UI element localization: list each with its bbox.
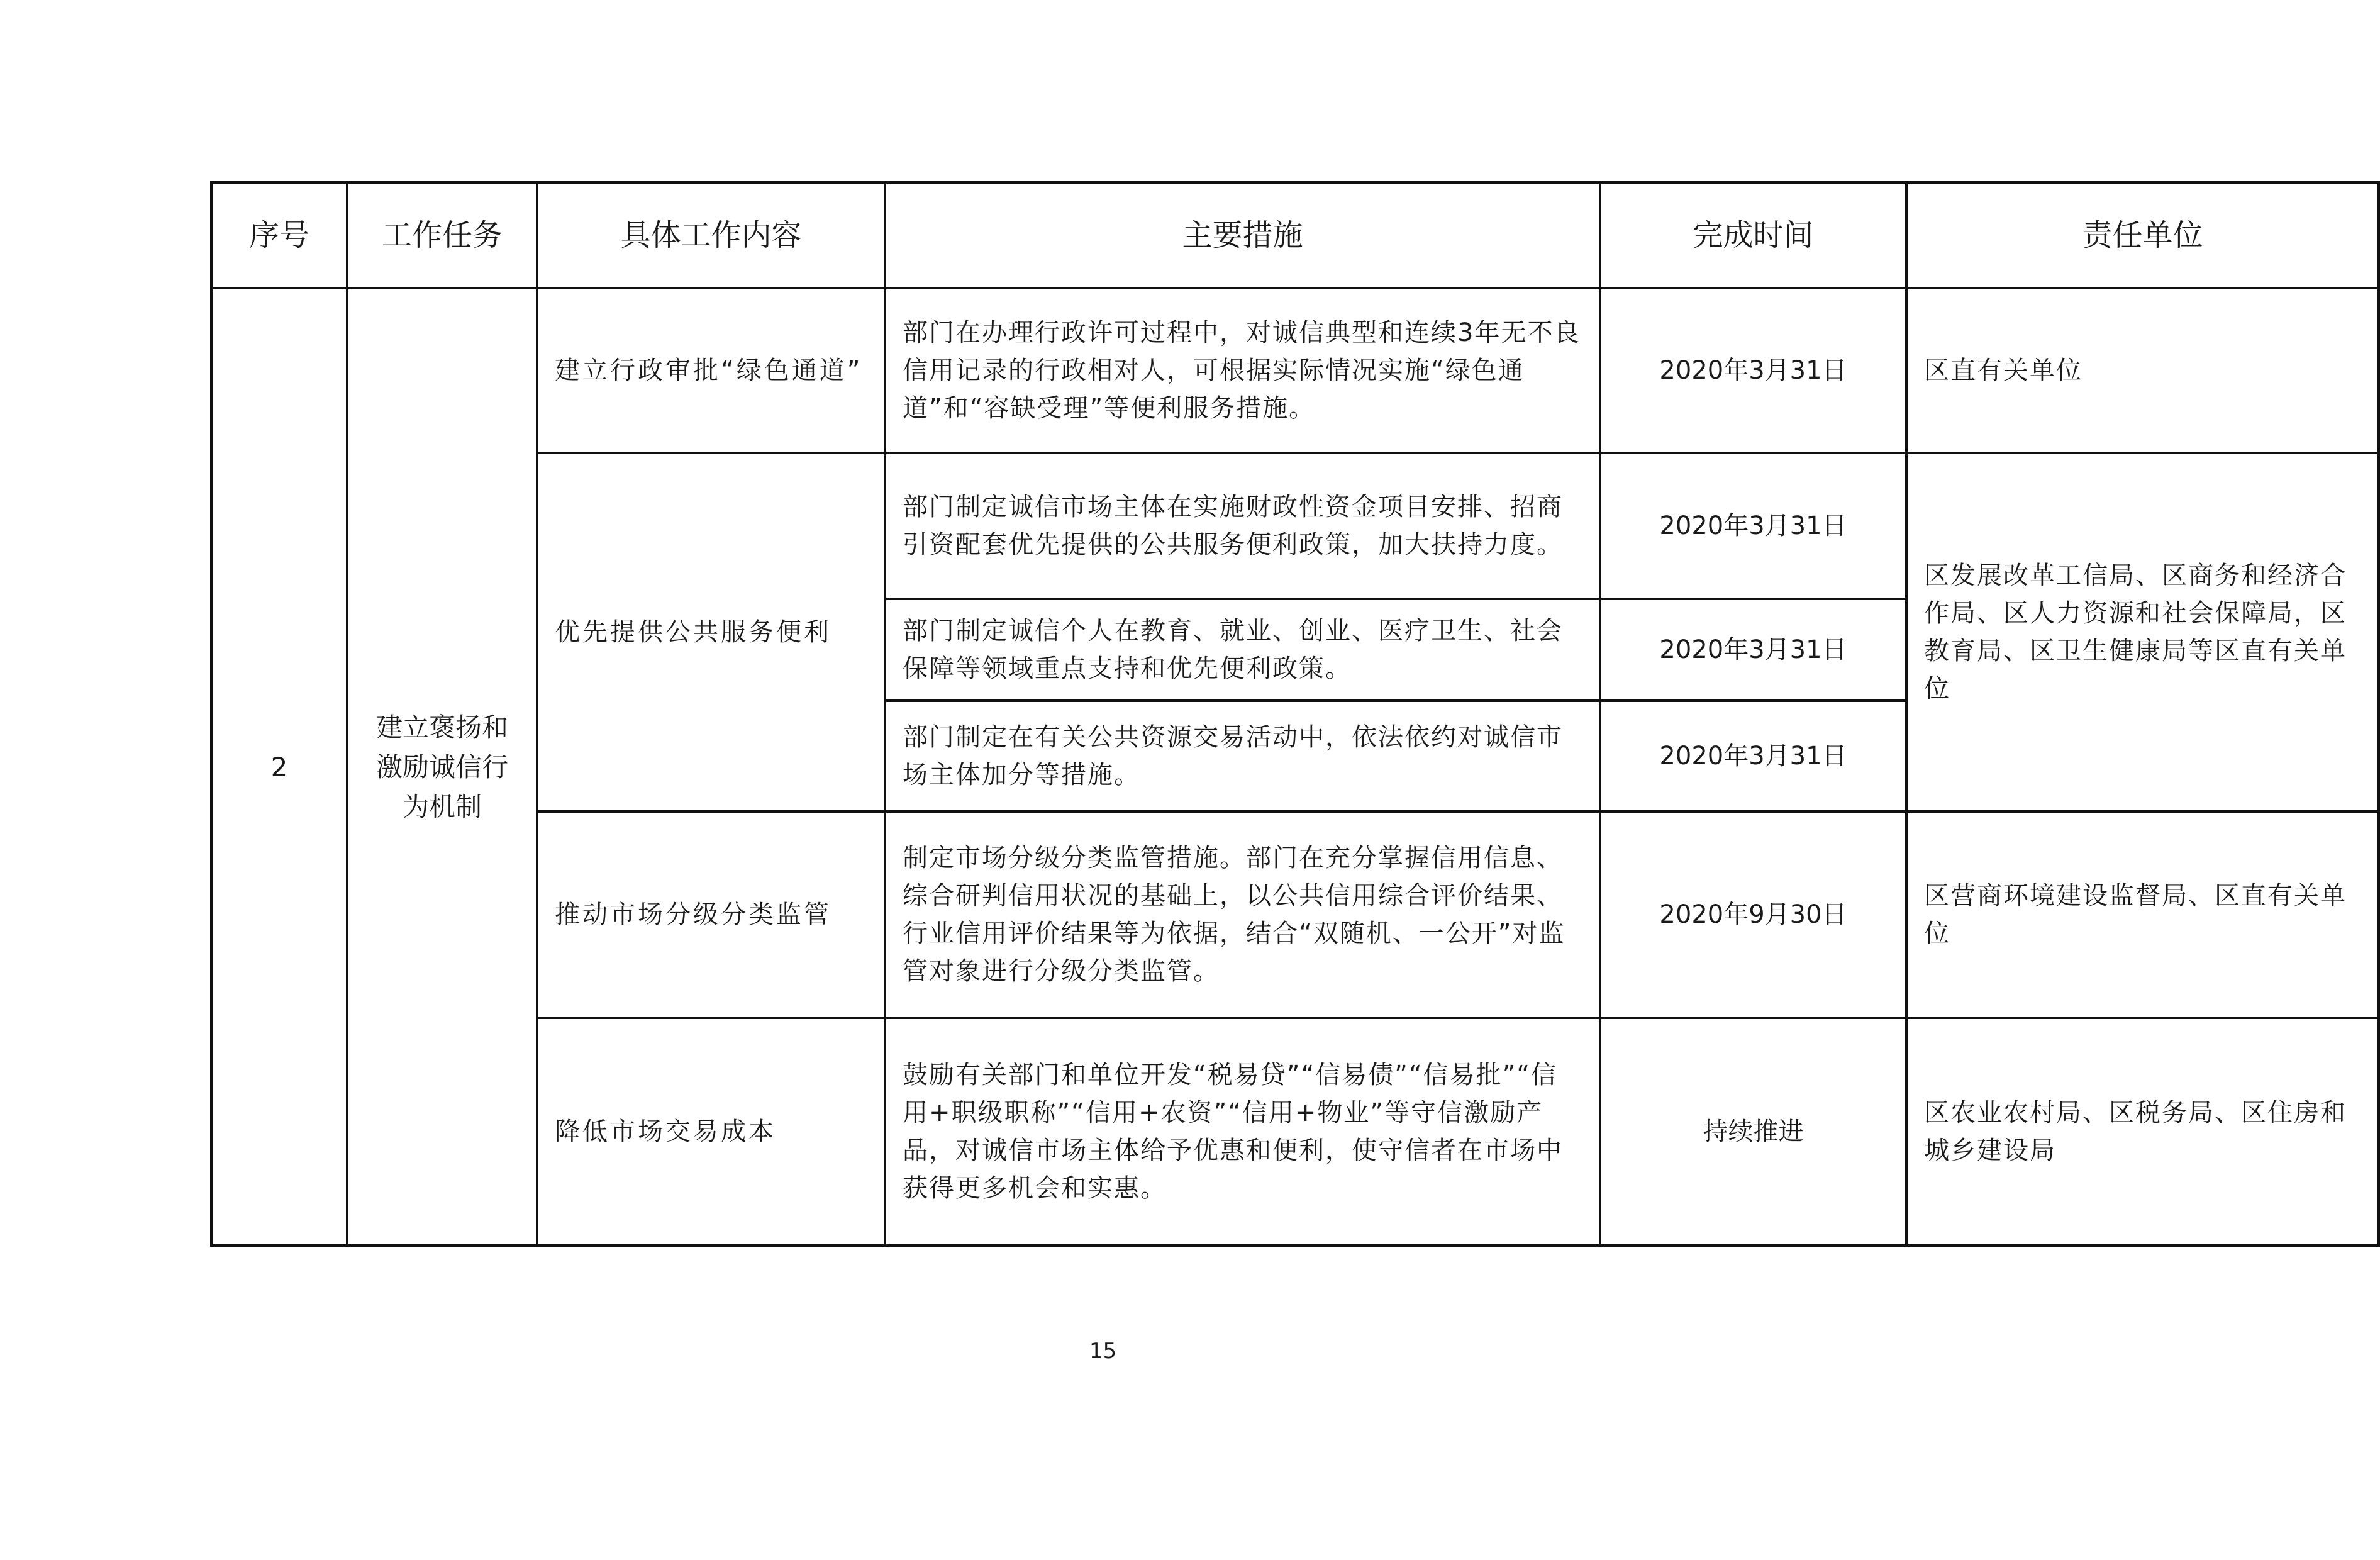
table-header-row bbox=[211, 182, 2379, 288]
measure-cell: 部门制定诚信个人在教育、就业、创业、医疗卫生、社会保障等领域重点支持和优先便利政策。 bbox=[885, 599, 1600, 701]
unit-cell: 区农业农村局、区税务局、区住房和城乡建设局 bbox=[1906, 1018, 2379, 1245]
header-seq: 序号 bbox=[211, 182, 347, 288]
time-cell: 2020年9月30日 bbox=[1600, 811, 1906, 1018]
time-cell: 2020年3月31日 bbox=[1600, 453, 1906, 599]
seq-cell: 2 bbox=[211, 288, 347, 1245]
task-cell: 建立褒扬和激励诚信行为机制 bbox=[347, 288, 537, 1245]
unit-cell: 区发展改革工信局、区商务和经济合作局、区人力资源和社会保障局，区教育局、区卫生健康局等区直有关单位 bbox=[1906, 453, 2379, 811]
page-number: 15 bbox=[1089, 1339, 1117, 1364]
header-task: 工作任务 bbox=[347, 182, 537, 288]
measure-cell: 部门制定诚信市场主体在实施财政性资金项目安排、招商引资配套优先提供的公共服务便利政策，加大扶持力度。 bbox=[885, 453, 1600, 599]
time-cell: 2020年3月31日 bbox=[1600, 701, 1906, 811]
content-cell: 推动市场分级分类监管 bbox=[537, 811, 885, 1018]
header-unit: 责任单位 bbox=[1906, 182, 2379, 288]
time-cell: 2020年3月31日 bbox=[1600, 599, 1906, 701]
unit-cell: 区营商环境建设监督局、区直有关单位 bbox=[1906, 811, 2379, 1018]
header-content: 具体工作内容 bbox=[537, 182, 885, 288]
time-cell: 持续推进 bbox=[1600, 1018, 1906, 1245]
measure-cell: 鼓励有关部门和单位开发“税易贷”“信易债”“信易批”“信用+职级职称”“信用+农资”“信用+物业”等守信激励产品，对诚信市场主体给予优惠和便利，使守信者在市场中获得更多机会和实惠。 bbox=[885, 1018, 1600, 1245]
time-cell: 2020年3月31日 bbox=[1600, 288, 1906, 453]
content-cell: 建立行政审批“绿色通道” bbox=[537, 288, 885, 453]
content-cell: 降低市场交易成本 bbox=[537, 1018, 885, 1245]
header-time: 完成时间 bbox=[1600, 182, 1906, 288]
work-task-table bbox=[210, 181, 2380, 1247]
content-cell: 优先提供公共服务便利 bbox=[537, 453, 885, 811]
measure-cell: 制定市场分级分类监管措施。部门在充分掌握信用信息、综合研判信用状况的基础上，以公共信用综合评价结果、行业信用评价结果等为依据，结合“双随机、一公开”对监管对象进行分级分类监管。 bbox=[885, 811, 1600, 1018]
measure-cell: 部门制定在有关公共资源交易活动中，依法依约对诚信市场主体加分等措施。 bbox=[885, 701, 1600, 811]
measure-cell: 部门在办理行政许可过程中，对诚信典型和连续3年无不良信用记录的行政相对人，可根据实际情况实施“绿色通道”和“容缺受理”等便利服务措施。 bbox=[885, 288, 1600, 453]
header-measure: 主要措施 bbox=[885, 182, 1600, 288]
table-row bbox=[211, 288, 2379, 453]
unit-cell: 区直有关单位 bbox=[1906, 288, 2379, 453]
